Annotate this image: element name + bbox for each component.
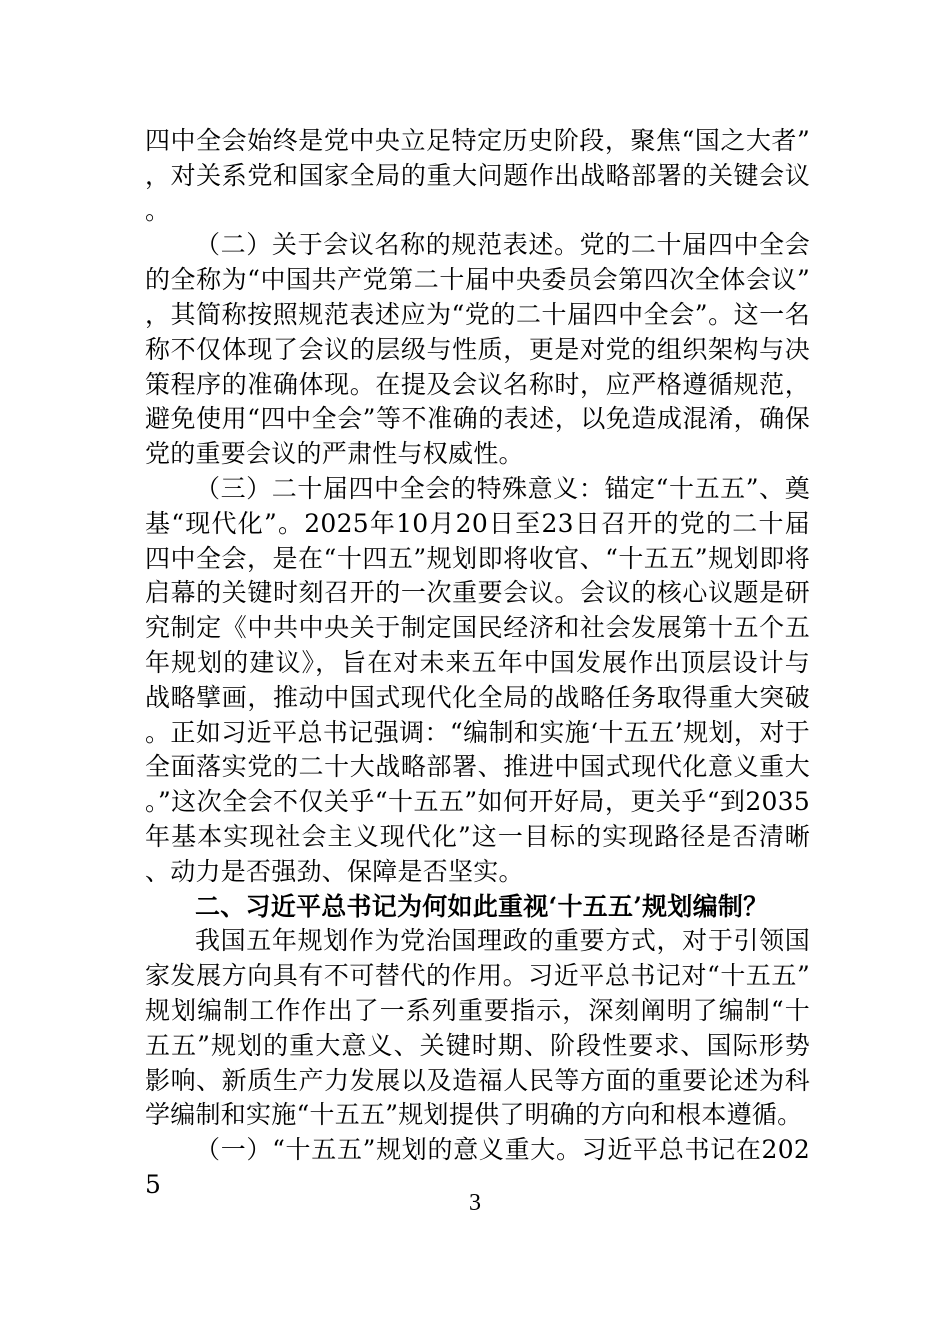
paragraph-special-significance: （三）二十届四中全会的特殊意义：锚定“十五五”、奠基“现代化”。2025年10月20日至23日召开的党的二十届四中全会，是在“十四五”规划即将收官、“十五五”规划即将启幕的关键时刻召开的一次重要会议。会议的核心议题是研究制定《中共中央关于制定国民经济和社会发展第十五个五年规划的建议》，旨在对未来五年中国发展作出顶层设计与战略擘画，推动中国式现代化全局的战略任务取得重大突破。正如习近平总书记强调：“编制和实施‘十五五’规划，对于全面落实党的二十大战略部署、推进中国式现代化意义重大。”这次全会不仅关乎“十五五”如何开好局，更关乎“到2035年基本实现社会主义现代化”这一目标的实现路径是否清晰、动力是否强劲、保障是否坚实。 (145, 473, 810, 886)
section-heading-two: 二、习近平总书记为何如此重视‘十五五’规划编制？ (195, 891, 769, 921)
paragraph-meeting-name: （二）关于会议名称的规范表述。党的二十届四中全会的全称为“中国共产党第二十届中央委员会第四次全体会议”，其简称按照规范表述应为“党的二十届四中全会”。这一名称不仅体现了会议的层级与性质，更是对党的组织架构与决策程序的准确体现。在提及会议名称时，应严格遵循规范，避免使用“四中全会”等不准确的表述，以免造成混淆，确保党的重要会议的严肃性与权威性。 (145, 230, 810, 469)
document-body (145, 124, 810, 1203)
paragraph-continuation: 四中全会始终是党中央立足特定历史阶段，聚焦“国之大者”，对关系党和国家全局的重大问题作出战略部署的关键会议。 (145, 126, 810, 225)
paragraph-five-year-plan: 我国五年规划作为党治国理政的重要方式，对于引领国家发展方向具有不可替代的作用。习近平总书记对“十五五”规划编制工作作出了一系列重要指示，深刻阐明了编制“十五五”规划的重大意义、关键时期、阶段性要求、国际形势影响、新质生产力发展以及造福人民等方面的重要论述为科学编制和实施“十五五”规划提供了明确的方向和根本遵循。 (145, 926, 810, 1130)
page-number: 3 (469, 1190, 481, 1216)
paragraph-plan-significance: （一）“十五五”规划的意义重大。习近平总书记在2025 (145, 1135, 810, 1199)
